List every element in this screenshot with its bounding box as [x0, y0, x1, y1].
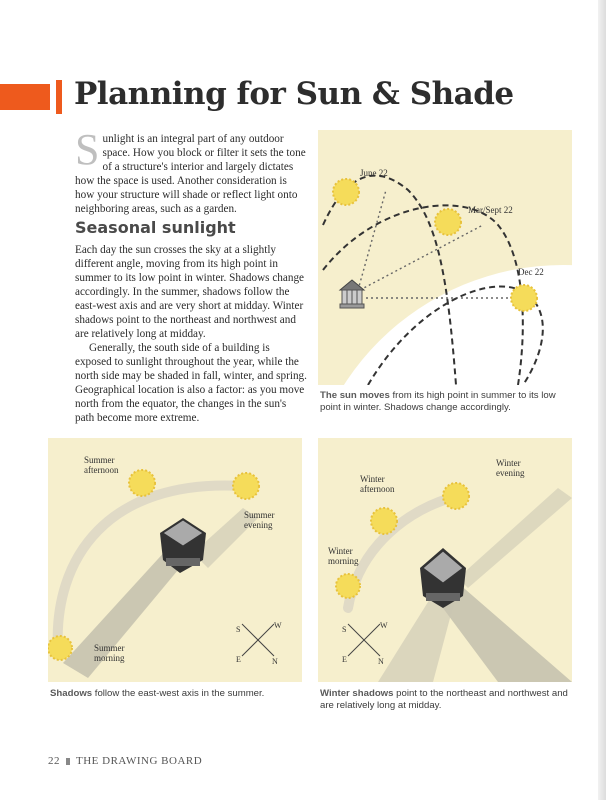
- caption-rest: from its high point in summer to its low point in winter. Shadows change accordingly.: [320, 390, 556, 413]
- sun-summer-afternoon: [129, 470, 155, 496]
- footer-separator: [66, 758, 70, 765]
- body-text: [75, 243, 307, 425]
- label-winter-morning-2: morning: [328, 556, 359, 566]
- sun-dec: [511, 285, 537, 311]
- sun-winter-morning: [336, 574, 360, 598]
- footer-section: THE DRAWING BOARD: [76, 755, 203, 767]
- body-paragraph-2: Generally, the south side of a building is exposed to sunlight throughout the year, while the north side may be shaded in fall, winter, and spring. Geographical location is also a factor: as you move north from the equator, the changes in the sun's path become more extreme.: [75, 342, 307, 424]
- svg-text:E: E: [236, 655, 241, 664]
- sun-diagram-caption: [320, 390, 570, 414]
- page-footer: [48, 755, 202, 767]
- summer-caption: [50, 688, 302, 700]
- sun-summer-morning: [48, 636, 72, 660]
- sun-marsept: [435, 209, 461, 235]
- label-summer-morning-2: morning: [94, 653, 125, 663]
- label-winter-afternoon-1: Winter: [360, 474, 385, 484]
- intro-paragraph: [75, 125, 307, 216]
- sun-june: [333, 179, 359, 205]
- svg-text:E: E: [342, 655, 347, 664]
- label-summer-afternoon-2: afternoon: [84, 465, 119, 475]
- svg-text:W: W: [380, 621, 388, 630]
- label-june: June 22: [360, 168, 388, 178]
- label-winter-morning-1: Winter: [328, 546, 353, 556]
- page-title: Planning for Sun & Shade: [74, 76, 514, 112]
- drop-cap: S: [75, 125, 100, 174]
- label-marsept: Mar/Sept 22: [468, 205, 513, 215]
- label-summer-morning-1: Summer: [94, 643, 125, 653]
- winter-shadow-diagram: [318, 438, 572, 682]
- intro-text: unlight is an integral part of any outdoor space. How you block or filter it sets the tone of a structure's interior and largely dictates how the space is used. Another consideration is how your structure will shade or reflect light onto neighboring areas, such as a garden.: [75, 133, 306, 215]
- svg-text:S: S: [342, 625, 347, 634]
- svg-text:W: W: [274, 621, 282, 630]
- page-edge: [598, 0, 606, 800]
- sun-winter-evening: [443, 483, 469, 509]
- sun-winter-afternoon: [371, 508, 397, 534]
- label-winter-afternoon-2: afternoon: [360, 484, 395, 494]
- caption-bold: Winter shadows: [320, 688, 394, 699]
- svg-text:S: S: [236, 625, 241, 634]
- label-winter-evening-1: Winter: [496, 458, 521, 468]
- sun-summer-evening: [233, 473, 259, 499]
- caption-rest: point to the northeast and northwest and are relatively long at midday.: [320, 688, 568, 711]
- accent-bar-vertical: [56, 80, 62, 114]
- label-summer-afternoon-1: Summer: [84, 455, 115, 465]
- svg-text:N: N: [272, 657, 278, 666]
- label-summer-evening-2: evening: [244, 520, 273, 530]
- accent-bar: [0, 84, 50, 110]
- page-number: 22: [48, 755, 60, 767]
- svg-text:N: N: [378, 657, 384, 666]
- winter-caption: [320, 688, 570, 712]
- body-paragraph-1: Each day the sun crosses the sky at a slightly different angle, moving from its high point in summer to its low point in winter. Shadows change accordingly. In the summer, shadows follow the east-west axis and are very short at midday. Winter shadows point to the northeast and northwest and are relatively long at midday.: [75, 244, 305, 340]
- label-dec: Dec 22: [518, 267, 544, 277]
- sun-path-diagram: [318, 130, 572, 385]
- label-summer-evening-1: Summer: [244, 510, 275, 520]
- label-winter-evening-2: evening: [496, 468, 525, 478]
- caption-rest: follow the east-west axis in the summer.: [92, 688, 265, 699]
- section-heading: Seasonal sunlight: [75, 218, 236, 237]
- caption-bold: The sun moves: [320, 390, 390, 401]
- summer-shadow-diagram: [48, 438, 302, 682]
- caption-bold: Shadows: [50, 688, 93, 699]
